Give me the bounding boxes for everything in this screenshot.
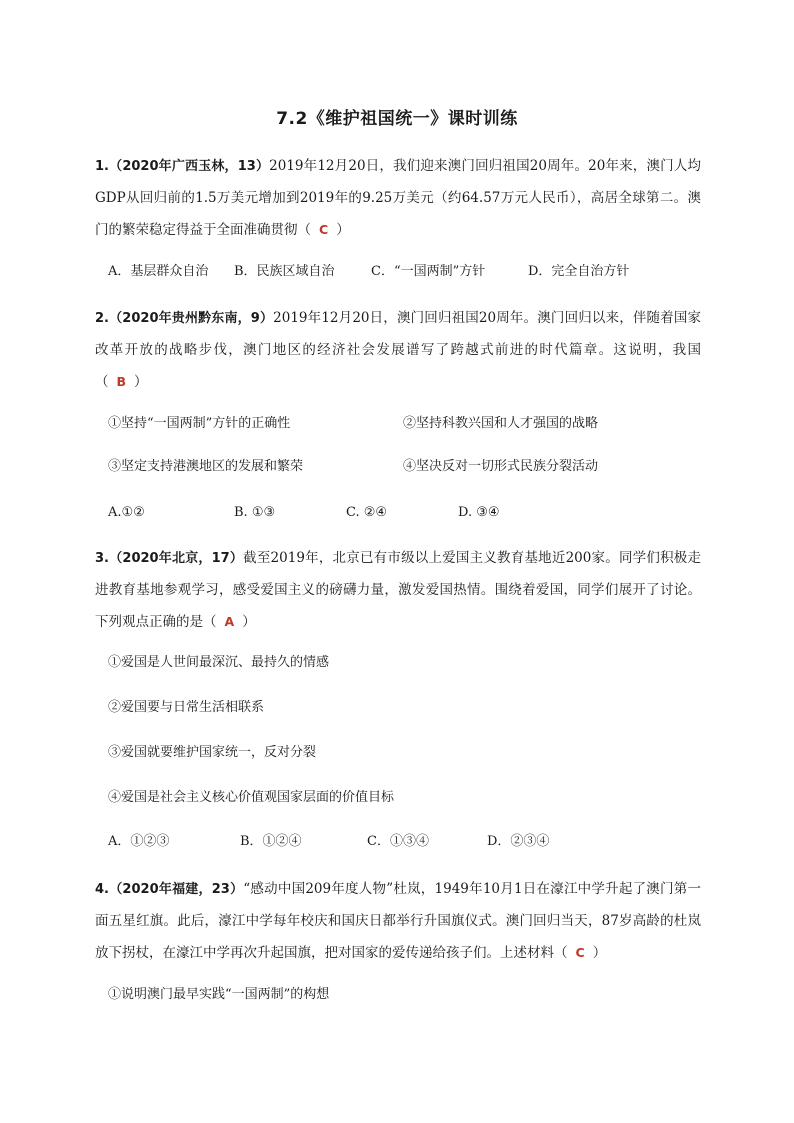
question-4-stem: “感动中国209年度人物”杜岚，1949年10月1日在濠江中学升起了澳门第一面五星红旗。此后，濠江中学每年校庆和国庆日都举行升国旗仪式。澳门回归当天，87岁高龄的杜岚放下拐杖，在濠江中学再次升起国旗，把对国家的爱传递给孩子们。上述材料（: [95, 881, 701, 961]
question-1-answer: C: [319, 222, 329, 237]
question-1-option-d: D．完全自治方针: [528, 264, 630, 279]
question-3-close: ）: [242, 614, 256, 630]
question-3-stem: 截至2019年，北京已有市级以上爱国主义教育基地近200家。同学们积极走进教育基地参观学习，感受爱国主义的磅礴力量，激发爱国热情。围绕着爱国，同学们展开了讨论。下列观点正确的是（: [95, 550, 702, 630]
question-2-item-3: ③坚定支持港澳地区的发展和繁荣: [108, 459, 304, 474]
question-2-item-1: ①坚持“一国两制”方针的正确性: [108, 416, 291, 431]
question-3-option-c: C．①③④: [367, 834, 429, 849]
page-title: 7.2《维护祖国统一》课时训练: [276, 109, 518, 129]
question-1-source: 1.（2020年广西玉林，13）: [95, 159, 270, 174]
question-4-answer: C: [575, 945, 585, 960]
question-4-close: ）: [592, 945, 607, 961]
question-2-item-4: ④坚决反对一切形式民族分裂活动: [403, 459, 599, 474]
question-3: [95, 543, 701, 639]
question-2-answer: B: [116, 374, 127, 389]
question-2-close: ）: [134, 374, 148, 390]
question-1-option-c: C．“一国两制”方针: [371, 264, 486, 279]
question-4: [95, 874, 701, 970]
question-3-option-b: B．①②④: [240, 834, 302, 849]
question-2-option-d: D. ③④: [458, 505, 500, 520]
question-4-item-1: ①说明澳门最早实践“一国两制”的构想: [108, 987, 330, 1002]
question-4-source: 4.（2020年福建，23）: [95, 882, 244, 897]
question-3-item-1: ①爱国是人世间最深沉、最持久的情感: [108, 655, 330, 670]
question-1-stem: 2019年12月20日，我们迎来澳门回归祖国20周年。20年来，澳门人均GDP从回归前的1.5万美元增加到2019年的9.25万美元（约64.57万元人民币），高居全球第二。澳门的繁荣稳定得益于全面准确贯彻（: [95, 158, 701, 238]
question-2-stem: 2019年12月20日，澳门回归祖国20周年。澳门回归以来，伴随着国家改革开放的战略步伐，澳门地区的经济社会发展谱写了跨越式前进的时代篇章。这说明，我国（: [95, 310, 702, 390]
question-2: [95, 303, 701, 399]
question-3-item-4: ④爱国是社会主义核心价值观国家层面的价值目标: [108, 790, 395, 805]
question-3-source: 3.（2020年北京，17）: [95, 551, 244, 566]
question-2-item-2: ②坚持科教兴国和人才强国的战略: [403, 416, 599, 431]
question-2-option-a: A.①②: [108, 505, 145, 520]
question-2-source: 2.（2020年贵州黔东南，9）: [95, 311, 274, 326]
question-3-item-3: ③爱国就要维护国家统一，反对分裂: [108, 745, 317, 760]
question-3-item-2: ②爱国要与日常生活相联系: [108, 700, 265, 715]
question-1-option-a: A．基层群众自治: [108, 264, 209, 279]
question-3-answer: A: [224, 614, 235, 629]
question-1: [95, 151, 701, 247]
question-3-option-d: D．②③④: [487, 834, 550, 849]
question-2-option-c: C. ②④: [346, 505, 388, 520]
question-2-option-b: B. ①③: [234, 505, 276, 520]
question-1-option-b: B．民族区域自治: [234, 264, 335, 279]
question-3-option-a: A．①②③: [108, 834, 170, 849]
question-1-close: ）: [336, 222, 350, 238]
